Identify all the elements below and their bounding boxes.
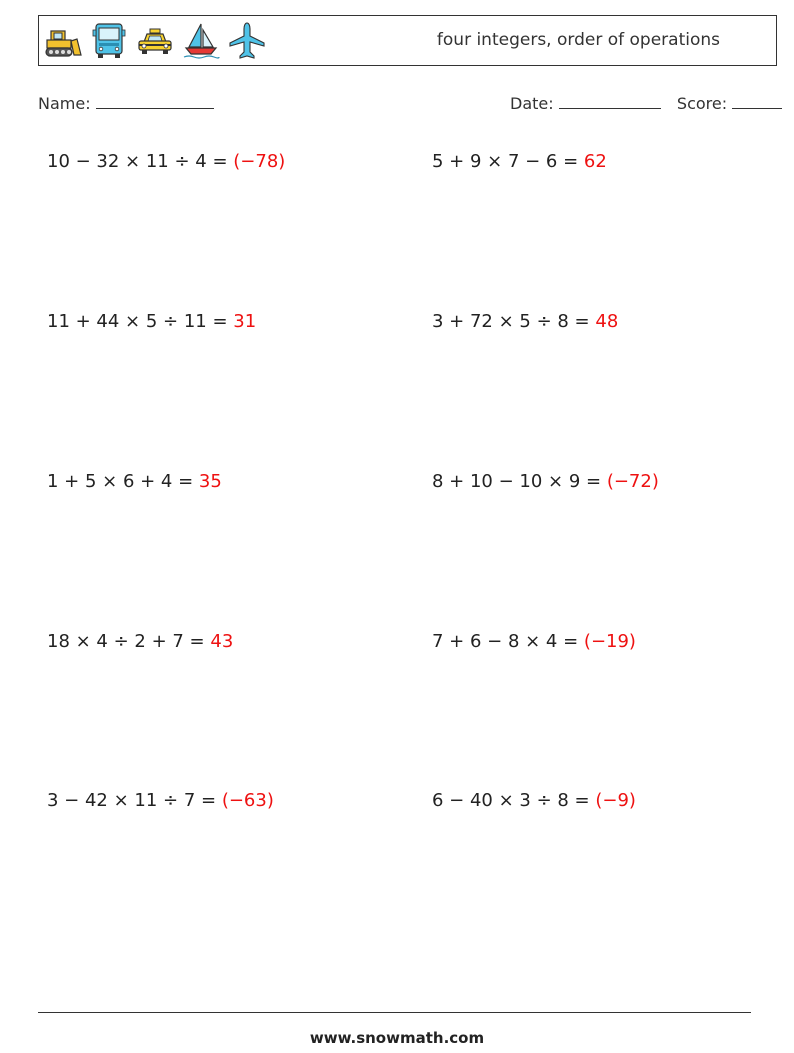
worksheet-header	[38, 15, 777, 66]
problem-expression: 3 − 42 × 11 ÷ 7 =	[47, 790, 222, 811]
footer-site-link[interactable]: www.snowmath.com	[309, 1029, 485, 1047]
problem-expression: 1 + 5 × 6 + 4 =	[47, 471, 199, 492]
problem-answer: (−72)	[606, 471, 659, 492]
footer-divider	[38, 1012, 751, 1013]
problem-expression: 7 + 6 − 8 × 4 =	[432, 631, 584, 652]
date-score-fields	[510, 92, 782, 113]
name-blank[interactable]	[96, 92, 214, 109]
problem-answer: (−19)	[583, 631, 636, 652]
problem-4	[432, 311, 618, 332]
problem-answer: 31	[233, 311, 257, 332]
problem-10	[432, 790, 636, 811]
problem-expression: 8 + 10 − 10 × 9 =	[432, 471, 607, 492]
problem-answer: 62	[583, 151, 607, 172]
problem-answer: 43	[210, 631, 234, 652]
problem-answer: (−78)	[233, 151, 286, 172]
score-blank[interactable]	[732, 92, 782, 109]
icon-row	[43, 21, 267, 61]
problem-expression: 3 + 72 × 5 ÷ 8 =	[432, 311, 596, 332]
problem-expression: 11 + 44 × 5 ÷ 11 =	[47, 311, 234, 332]
score-label: Score:	[676, 94, 728, 113]
problem-8	[432, 631, 636, 652]
problem-expression: 5 + 9 × 7 − 6 =	[432, 151, 584, 172]
name-field[interactable]	[38, 92, 214, 113]
problem-answer: 48	[595, 311, 619, 332]
problem-expression: 10 − 32 × 11 ÷ 4 =	[47, 151, 234, 172]
airplane-icon	[227, 21, 267, 61]
problem-9	[47, 790, 274, 811]
problem-3	[47, 311, 256, 332]
problem-answer: (−9)	[595, 790, 636, 811]
date-blank[interactable]	[559, 92, 661, 109]
problem-answer: 35	[198, 471, 222, 492]
problem-answer: (−63)	[221, 790, 274, 811]
worksheet-title: four integers, order of operations	[436, 30, 720, 50]
problem-1	[47, 151, 285, 172]
problem-2	[432, 151, 607, 172]
sailboat-icon	[181, 21, 221, 61]
name-label: Name:	[38, 94, 91, 113]
problem-7	[47, 631, 233, 652]
bulldozer-icon	[43, 21, 83, 61]
taxi-icon	[135, 21, 175, 61]
problem-expression: 6 − 40 × 3 ÷ 8 =	[432, 790, 596, 811]
problem-expression: 18 × 4 ÷ 2 + 7 =	[47, 631, 211, 652]
bus-icon	[89, 21, 129, 61]
problem-5	[47, 471, 222, 492]
problem-6	[432, 471, 659, 492]
date-label: Date:	[510, 94, 554, 113]
